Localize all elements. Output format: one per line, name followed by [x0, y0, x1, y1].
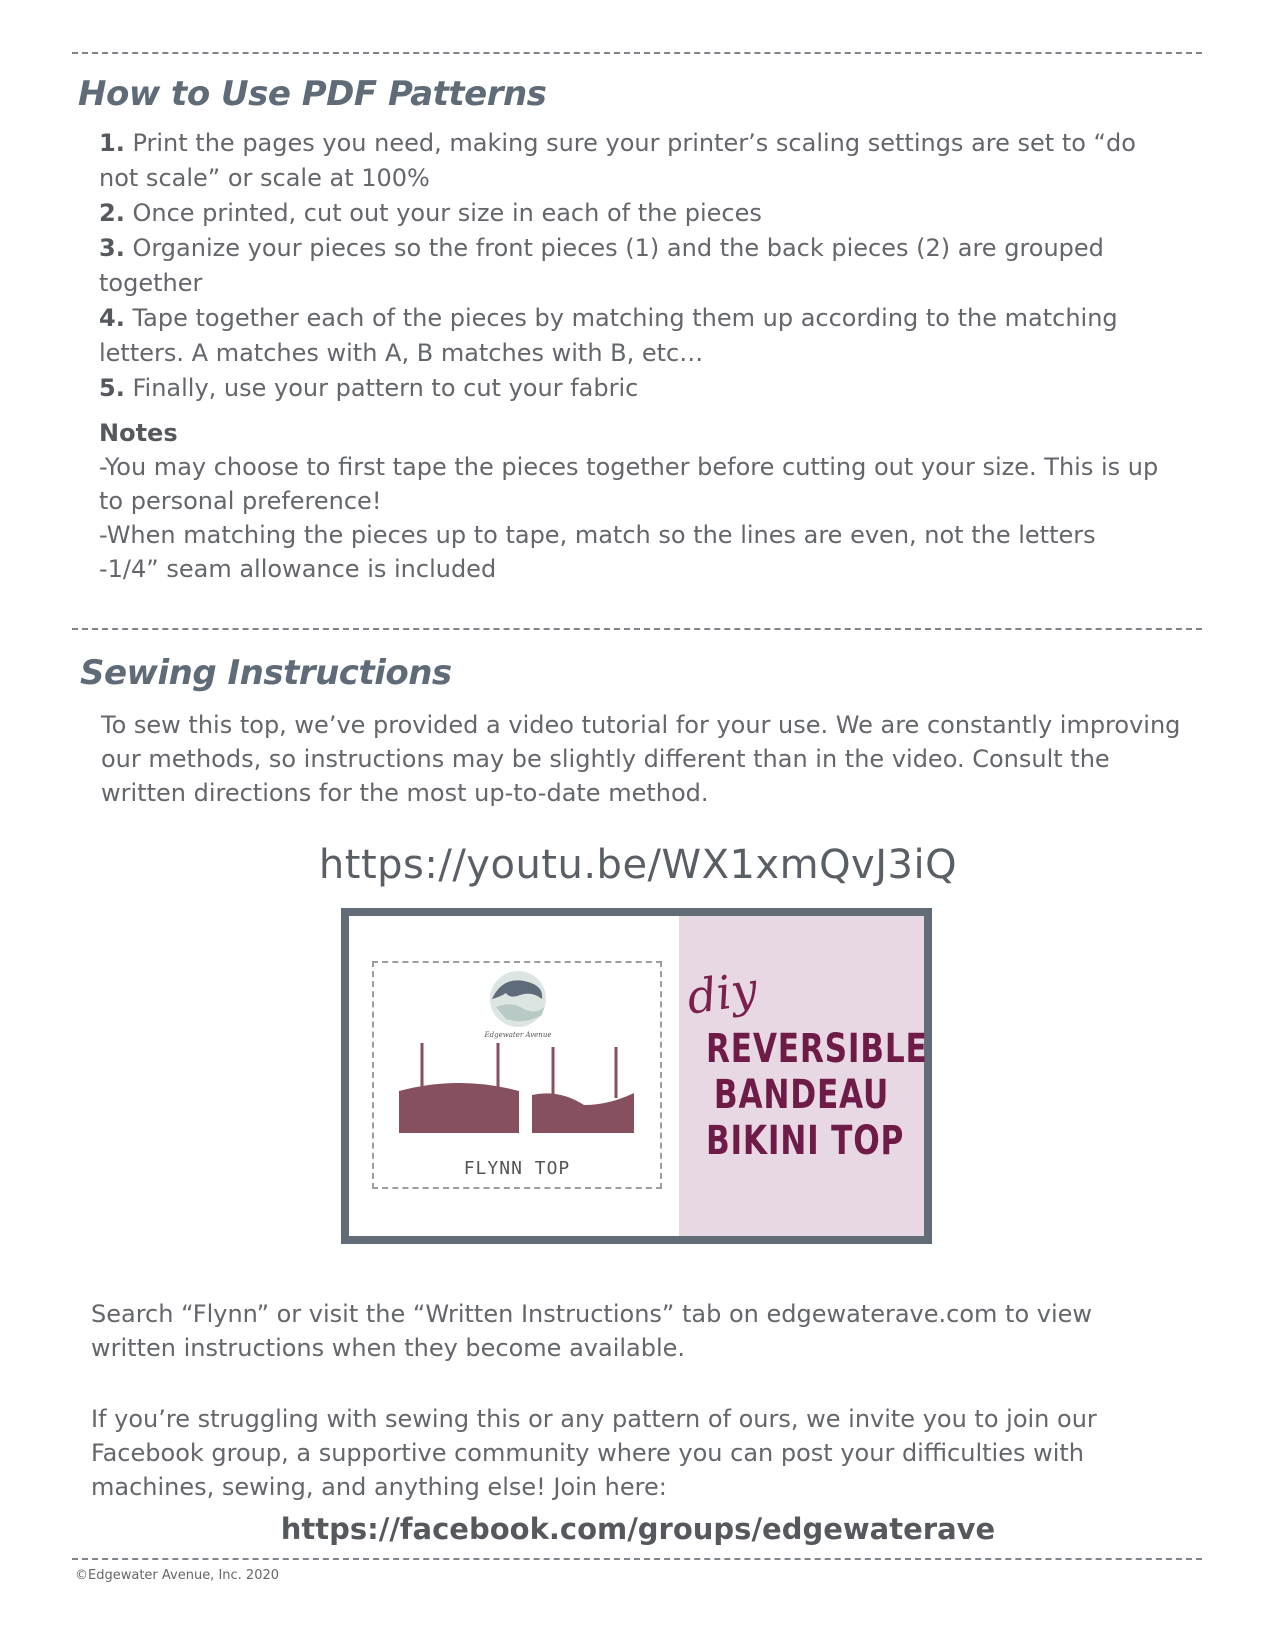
middle-divider — [72, 628, 1202, 630]
step-5: 5. Finally, use your pattern to cut your fabric — [99, 374, 639, 402]
pdf-steps — [99, 126, 1169, 406]
pattern-name: FLYNN TOP — [463, 1158, 571, 1179]
title-line-3: BIKINI TOP — [705, 1118, 905, 1164]
pattern-dashed-box — [372, 961, 662, 1189]
bottom-divider — [72, 1558, 1202, 1560]
sewing-intro: To sew this top, we’ve provided a video tutorial for your use. We are constantly improving our methods, so instructions may be slightly different than in the video. Consult the written directions for the most up-to-date method. — [101, 711, 1181, 807]
thumbnail-title-panel — [679, 916, 928, 1236]
facebook-group-link[interactable]: https://facebook.com/groups/edgewaterave — [280, 1512, 996, 1546]
notes-block — [99, 416, 1169, 586]
step-4: 4. Tape together each of the pieces by matching them up according to the matching letters. A matches with A, B matches with B, etc… — [99, 304, 1118, 367]
facebook-invite-text: If you’re struggling with sewing this or any pattern of ours, we invite you to join our Facebook group, a supportive community where you can post your difficulties with machines, sewing, and anything else! Join here: — [91, 1405, 1097, 1501]
note-1: -You may choose to first tape the pieces together before cutting out your size. This is up to personal preference! — [99, 453, 1159, 515]
step-2: 2. Once printed, cut out your size in each of the pieces — [99, 199, 762, 227]
note-3: -1/4” seam allowance is included — [99, 555, 497, 583]
search-instructions-text: Search “Flynn” or visit the “Written Instructions” tab on edgewaterave.com to view written instructions when they become available. — [91, 1300, 1093, 1362]
title-line-1: REVERSIBLE — [705, 1026, 928, 1072]
sewing-section-title: Sewing Instructions — [80, 653, 452, 693]
video-url-link[interactable]: https://youtu.be/WX1xmQvJ3iQ — [318, 842, 958, 888]
logo-text: Edgewater Avenue — [484, 1031, 552, 1039]
back-pattern-piece — [532, 1047, 634, 1133]
title-line-2: BANDEAU — [713, 1072, 890, 1118]
pattern-illustration — [374, 963, 660, 1163]
step-1: 1. Print the pages you need, making sure your printer’s scaling settings are set to “do not scale” or scale at 100% — [99, 129, 1136, 192]
thumbnail-pattern-panel — [349, 916, 679, 1236]
pdf-section-title: How to Use PDF Patterns — [78, 74, 547, 114]
edgewater-logo-icon — [484, 971, 552, 1039]
step-3: 3. Organize your pieces so the front pieces (1) and the back pieces (2) are grouped together — [99, 234, 1104, 297]
diy-script: diy — [683, 961, 761, 1025]
front-pattern-piece — [399, 1043, 519, 1133]
notes-heading: Notes — [99, 419, 178, 447]
copyright: ©Edgewater Avenue, Inc. 2020 — [75, 1568, 280, 1583]
thumbnail-title — [705, 1026, 928, 1164]
note-2: -When matching the pieces up to tape, match so the lines are even, not the letters — [99, 521, 1096, 549]
video-thumbnail[interactable] — [341, 908, 932, 1244]
top-divider — [72, 52, 1202, 54]
